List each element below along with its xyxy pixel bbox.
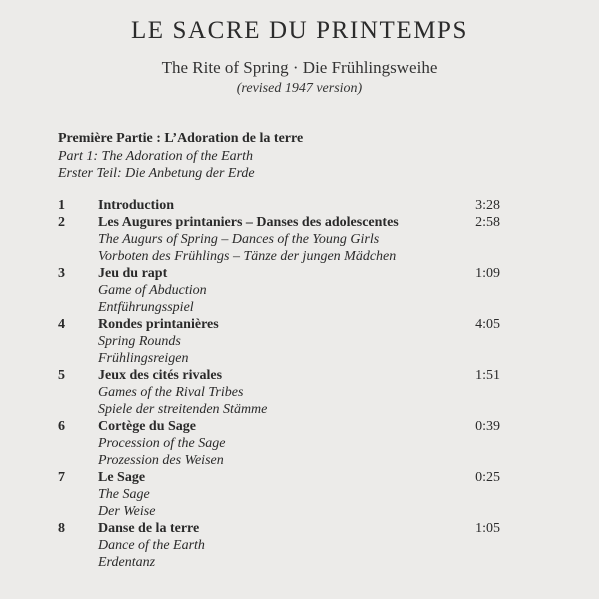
track-title: Introduction xyxy=(98,198,174,213)
track-item xyxy=(58,197,508,214)
track-title-german: Spiele der streitenden Stämme xyxy=(98,402,268,417)
track-title: Jeu du rapt xyxy=(98,266,168,281)
track-title-english: Procession of the Sage xyxy=(98,436,226,451)
track-number: 8 xyxy=(58,521,65,536)
track-title-english: Dance of the Earth xyxy=(98,538,205,553)
track-number: 5 xyxy=(58,368,65,383)
track-number: 1 xyxy=(58,198,65,213)
track-duration: 3:28 xyxy=(475,198,500,213)
track-duration: 2:58 xyxy=(475,215,500,230)
track-item xyxy=(58,469,508,520)
page-title: LE SACRE DU PRINTEMPS xyxy=(130,17,469,44)
track-item xyxy=(58,418,508,469)
track-duration: 4:05 xyxy=(475,317,500,332)
track-duration: 1:05 xyxy=(475,521,500,536)
track-title-german: Der Weise xyxy=(98,504,156,519)
track-item xyxy=(58,367,508,418)
track-title-english: The Sage xyxy=(98,487,150,502)
track-title: Les Augures printaniers – Danses des adolescentes xyxy=(98,215,399,230)
track-number: 2 xyxy=(58,215,65,230)
track-title-german: Vorboten des Frühlings – Tänze der jungen Mädchen xyxy=(98,249,397,264)
track-title: Rondes printanières xyxy=(98,317,219,332)
track-title: Danse de la terre xyxy=(98,521,200,536)
track-number: 4 xyxy=(58,317,65,332)
track-title-english: Spring Rounds xyxy=(98,334,181,349)
part-heading xyxy=(58,130,303,182)
version-note: (revised 1947 version) xyxy=(236,81,363,96)
track-title-english: Game of Abduction xyxy=(98,283,207,298)
track-title-german: Entführungsspiel xyxy=(98,300,194,315)
track-list xyxy=(58,197,508,571)
track-item xyxy=(58,520,508,571)
track-duration: 0:25 xyxy=(475,470,500,485)
track-number: 7 xyxy=(58,470,65,485)
track-item xyxy=(58,316,508,367)
track-title-english: Games of the Rival Tribes xyxy=(98,385,244,400)
track-title: Cortège du Sage xyxy=(98,419,196,434)
track-title-german: Prozession des Weisen xyxy=(98,453,224,468)
part-title-english: Part 1: The Adoration of the Earth xyxy=(58,149,253,164)
page-subtitle: The Rite of Spring · Die Frühlingsweihe xyxy=(161,58,438,77)
track-number: 6 xyxy=(58,419,65,434)
track-title: Le Sage xyxy=(98,470,146,485)
track-duration: 1:51 xyxy=(475,368,500,383)
part-title-german: Erster Teil: Die Anbetung der Erde xyxy=(58,166,255,181)
track-title: Jeux des cités rivales xyxy=(98,368,223,383)
track-title-german: Frühlingsreigen xyxy=(98,351,189,366)
track-duration: 1:09 xyxy=(475,266,500,281)
track-number: 3 xyxy=(58,266,65,281)
track-item xyxy=(58,214,508,265)
part-title-french: Première Partie : L’Adoration de la terre xyxy=(58,131,304,146)
track-item xyxy=(58,265,508,316)
track-title-german: Erdentanz xyxy=(98,555,156,570)
track-title-english: The Augurs of Spring – Dances of the Young Girls xyxy=(98,232,380,247)
track-duration: 0:39 xyxy=(475,419,500,434)
